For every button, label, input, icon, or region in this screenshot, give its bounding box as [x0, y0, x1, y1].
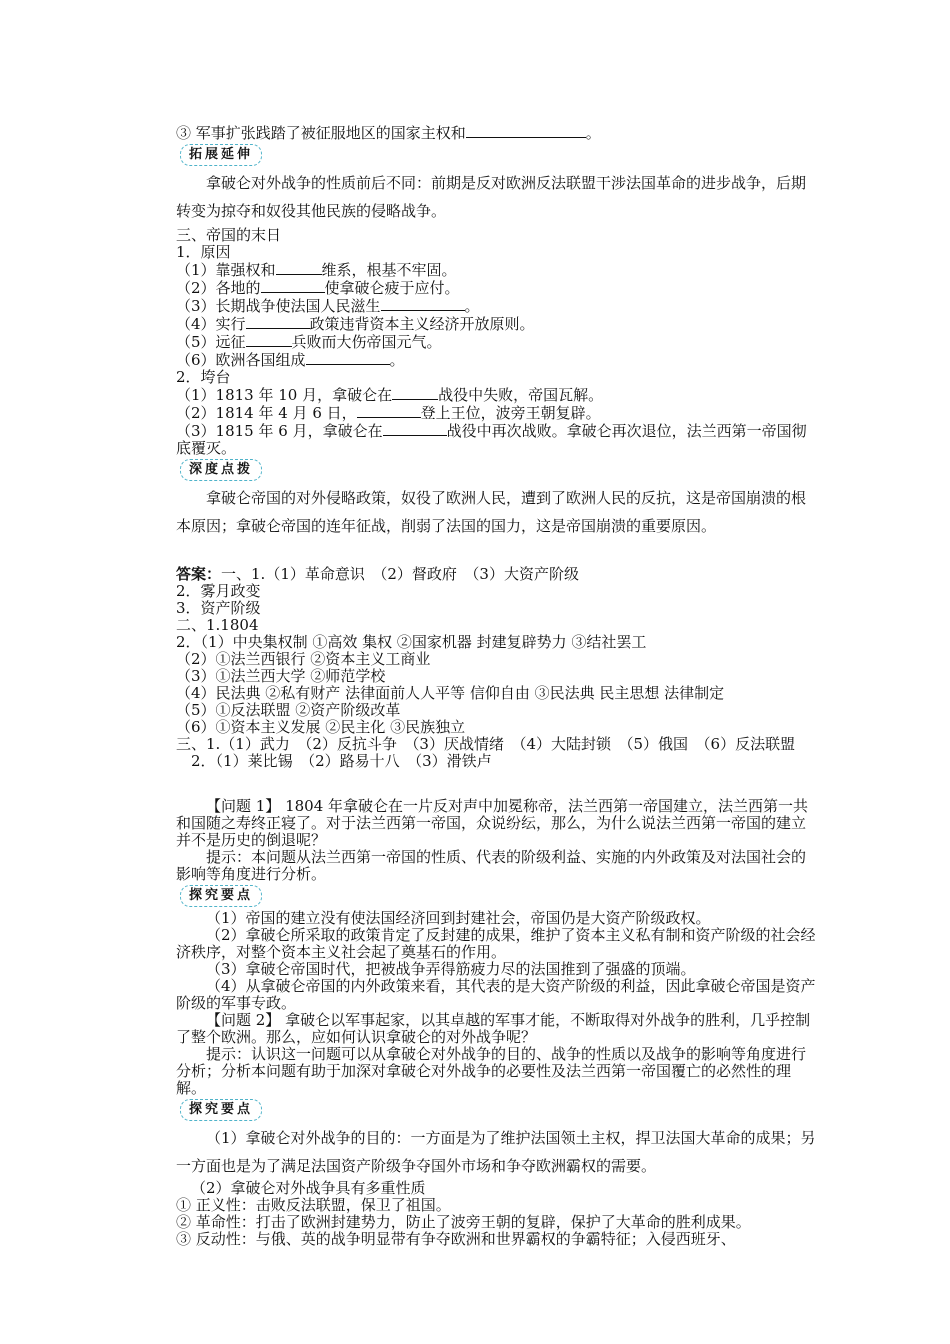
fill-blank — [392, 386, 438, 400]
explore-point: （3）拿破仑帝国时代，把被战争弄得筋疲力尽的法国推到了强盛的顶端。 — [206, 960, 696, 978]
answer-line: （5）①反法联盟 ②资产阶级改革 — [176, 701, 401, 719]
list-item: （2）各地的 使拿破仑疲于应付。 — [176, 279, 460, 297]
fill-blank — [381, 297, 465, 311]
explore-point: （1）拿破仑对外战争的目的：一方面是为了维护法国领土主权，捍卫法国大革命的成果；另一方面也是为了满足法国资产阶级争夺国外市场和争夺欧洲霸权的需要。 — [176, 1129, 816, 1175]
explore-point: （1）帝国的建立没有使法国经济回到封建社会，帝国仍是大资产阶级政权。 — [206, 909, 711, 927]
section-tag-explore-1: 探究要点 — [180, 885, 262, 907]
answer-line: 答案：一、1.（1）革命意识 （2）督政府 （3）大资产阶级 — [176, 565, 579, 583]
answer-line: 2．（1）中央集权制 ①高效 集权 ②国家机器 封建复辟势力 ③结社罢工 — [176, 633, 647, 651]
answer-line: 三、1.（1）武力 （2）反抗斗争 （3）厌战情绪 （4）大陆封锁 （5）俄国 （6）反法联盟 — [176, 735, 796, 753]
answer-label: 答案： — [176, 565, 222, 583]
fill-blank — [466, 124, 586, 138]
text-line: ③ 军事扩张践踏了被征服地区的国家主权和 。 — [176, 124, 601, 142]
subheading: 2．垮台 — [176, 368, 231, 386]
section-heading: 三、帝国的末日 — [176, 226, 282, 244]
list-item: （1）1813 年 10 月，拿破仑在 战役中失败，帝国瓦解。 — [176, 386, 604, 404]
list-item: （1）靠强权和 维系，根基不牢固。 — [176, 261, 457, 279]
explore-point: ① 正义性：击败反法联盟，保卫了祖国。 — [176, 1196, 451, 1214]
extend-paragraph: 拿破仑对外战争的性质前后不同：前期是反对欧洲反法联盟干涉法国革命的进步战争，后期转变为掠夺和奴役其他民族的侵略战争。 — [176, 174, 807, 220]
answer-line: （6）①资本主义发展 ②民主化 ③民族独立 — [176, 718, 466, 736]
section-tag-deep: 深度点拨 — [180, 459, 262, 481]
section-tag-explore-2: 探究要点 — [180, 1099, 262, 1121]
explore-point: ③ 反动性：与俄、英的战争明显带有争夺欧洲和世界霸权的争霸特征；入侵西班牙、 — [176, 1230, 736, 1248]
question-2: 【问题 2】 拿破仑以军事起家，以其卓越的军事才能，不断取得对外战争的胜利，几乎控制了整个欧洲。那么，应如何认识拿破仑的对外战争呢？ — [176, 1011, 811, 1046]
question-1: 【问题 1】 1804 年拿破仑在一片反对声中加冕称帝，法兰西第一帝国建立，法兰西第一共和国随之寿终正寝了。对于法兰西第一帝国，众说纷纭，那么，为什么说法兰西第一帝国的建立并不是历史的倒退呢？ — [176, 797, 809, 849]
fill-blank — [383, 422, 447, 436]
fill-blank — [306, 351, 390, 365]
question-1-hint: 提示：本问题从法兰西第一帝国的性质、代表的阶级利益、实施的内外政策及对法国社会的影响等角度进行分析。 — [176, 848, 807, 883]
list-item: （4）实行 政策违背资本主义经济开放原则。 — [176, 315, 535, 333]
fill-blank — [276, 261, 322, 275]
answer-line: （2）①法兰西银行 ②资本主义工商业 — [176, 650, 431, 668]
list-item: （3）长期战争使法国人民滋生 。 — [176, 297, 480, 315]
explore-point: （4）从拿破仑帝国的内外政策来看，其代表的是大资产阶级的利益，因此拿破仑帝国是资产阶级的军事专政。 — [176, 977, 816, 1012]
deep-paragraph: 拿破仑帝国的对外侵略政策，奴役了欧洲人民，遭到了欧洲人民的反抗，这是帝国崩溃的根本原因；拿破仑帝国的连年征战，削弱了法国的国力，这是帝国崩溃的重要原因。 — [176, 489, 807, 535]
fill-blank — [246, 315, 310, 329]
subheading: 1．原因 — [176, 243, 231, 261]
explore-point: ② 革命性：打击了欧洲封建势力，防止了波旁王朝的复辟，保护了大革命的胜利成果。 — [176, 1213, 751, 1231]
fill-blank — [246, 333, 292, 347]
section-tag-extend: 拓展延伸 — [180, 144, 262, 166]
answer-line: 二、1.1804 — [176, 616, 259, 634]
answer-line: （3）①法兰西大学 ②师范学校 — [176, 667, 386, 685]
explore-point: （2）拿破仑对外战争具有多重性质 — [191, 1179, 426, 1197]
answer-line: 2．雾月政变 — [176, 582, 261, 600]
answer-line: 2．（1）莱比锡 （2）路易十八 （3）滑铁卢 — [191, 752, 492, 770]
list-item: （6）欧洲各国组成 。 — [176, 351, 405, 369]
list-item: （2）1814 年 4 月 6 日， 登上王位，波旁王朝复辟。 — [176, 404, 601, 422]
list-item: （3）1815 年 6 月，拿破仑在 战役中再次战败。拿破仑再次退位，法兰西第一帝国彻底覆灭。 — [176, 422, 807, 457]
fill-blank — [261, 279, 325, 293]
explore-point: （2）拿破仑所采取的政策肯定了反封建的成果，维护了资本主义私有制和资产阶级的社会经济秩序，对整个资本主义社会起了奠基石的作用。 — [176, 926, 816, 961]
fill-blank — [357, 404, 421, 418]
answer-line: 3．资产阶级 — [176, 599, 261, 617]
answer-line: （4）民法典 ②私有财产 法律面前人人平等 信仰自由 ③民法典 民主思想 法律制定 — [176, 684, 725, 702]
question-2-hint: 提示：认识这一问题可以从拿破仑对外战争的目的、战争的性质以及战争的影响等角度进行分析；分析本问题有助于加深对拿破仑对外战争的必要性及法兰西第一帝国覆亡的必然性的理解。 — [176, 1045, 807, 1097]
document-content — [176, 124, 816, 1248]
list-item: （5）远征 兵败而大伤帝国元气。 — [176, 333, 442, 351]
